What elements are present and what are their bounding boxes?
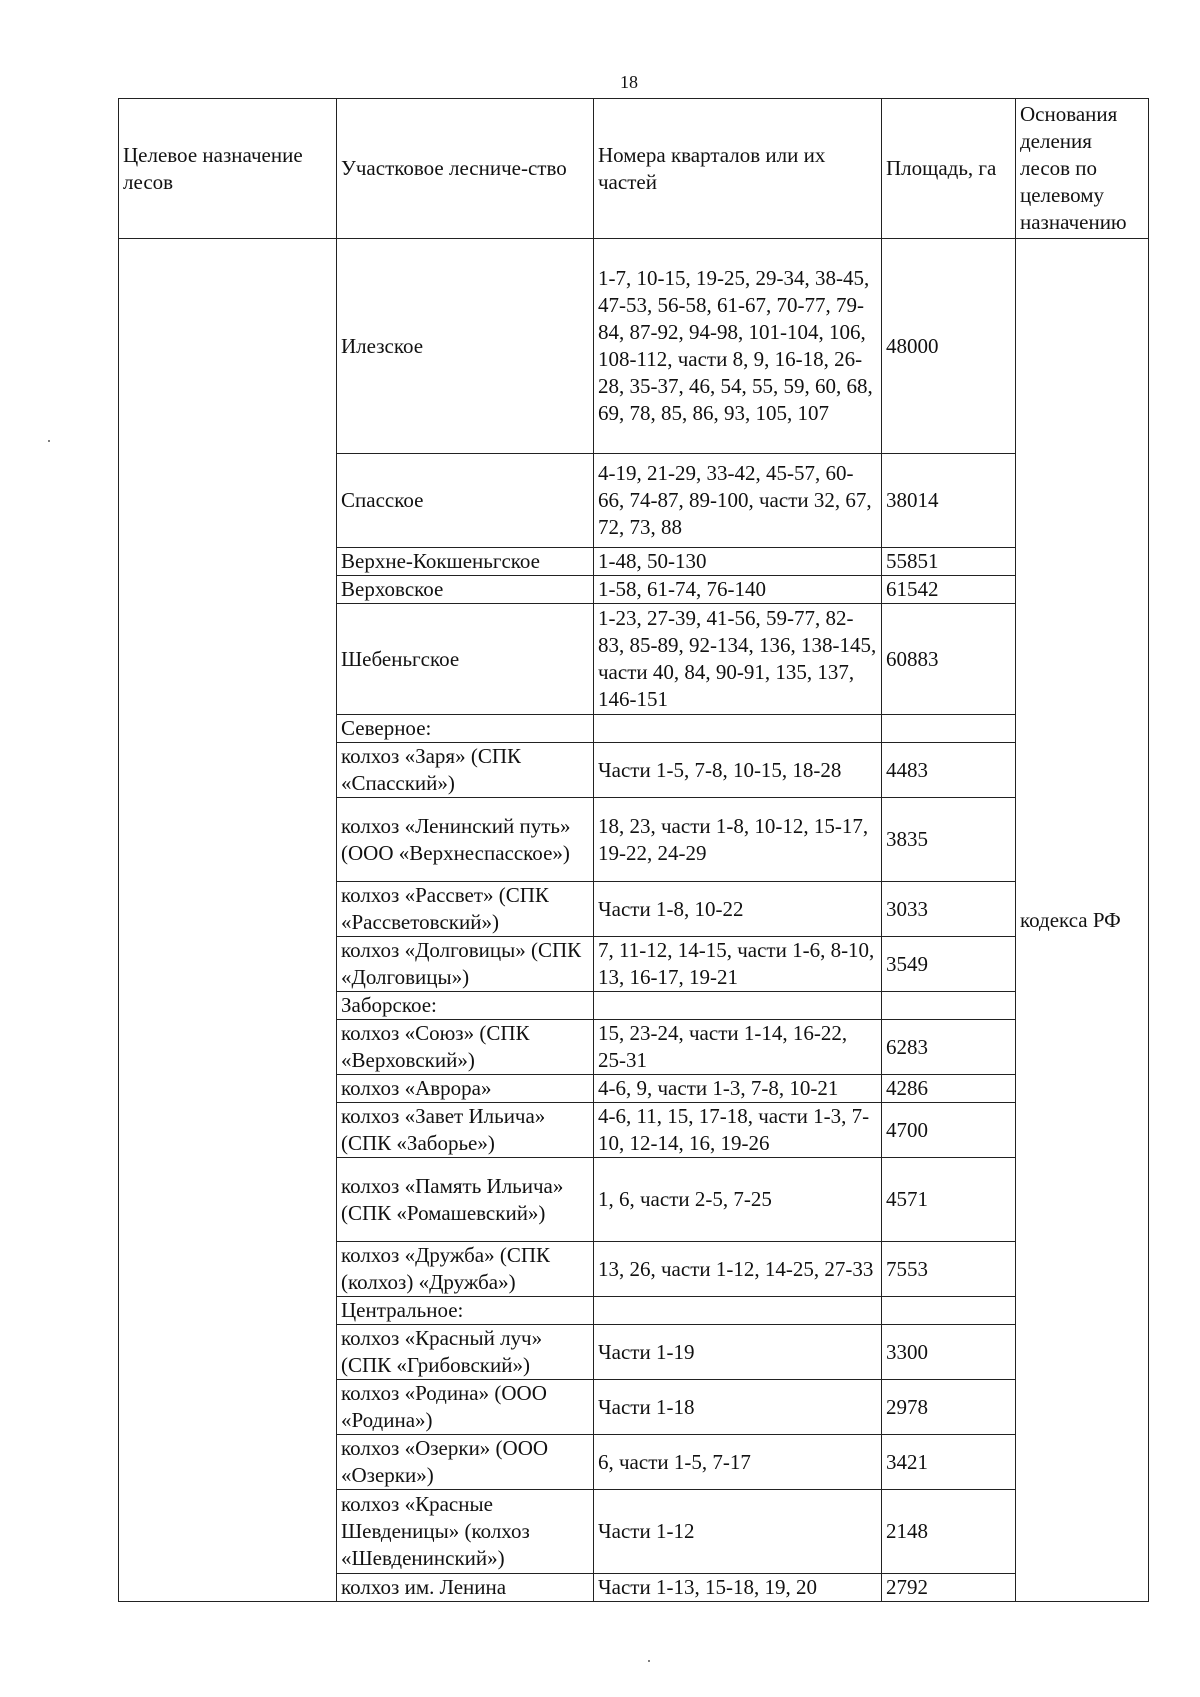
forestry-cell: Заборское: (337, 992, 594, 1020)
forestry-cell: колхоз «Озерки» (ООО «Озерки») (337, 1435, 594, 1490)
forestry-cell: Спасское (337, 454, 594, 548)
area-cell: 4700 (882, 1103, 1016, 1158)
forestry-cell: колхоз «Красный луч» (СПК «Грибовский») (337, 1325, 594, 1380)
area-cell (882, 715, 1016, 743)
forestry-cell: Верховское (337, 576, 594, 604)
quarters-cell: Части 1-19 (594, 1325, 882, 1380)
header-basis: Основания деления лесов по целевому назначению (1016, 99, 1149, 239)
area-cell: 4483 (882, 743, 1016, 798)
quarters-cell (594, 1297, 882, 1325)
area-cell: 60883 (882, 604, 1016, 715)
header-forestry: Участковое лесниче-ство (337, 99, 594, 239)
forestry-cell: колхоз «Заря» (СПК «Спасский») (337, 743, 594, 798)
area-cell: 2978 (882, 1380, 1016, 1435)
quarters-cell: Части 1-8, 10-22 (594, 882, 882, 937)
area-cell: 3421 (882, 1435, 1016, 1490)
forestry-cell: колхоз «Долговицы» (СПК «Долговицы») (337, 937, 594, 992)
quarters-cell: 4-6, 11, 15, 17-18, части 1-3, 7-10, 12-14, 16, 19-26 (594, 1103, 882, 1158)
quarters-cell: 1, 6, части 2-5, 7-25 (594, 1158, 882, 1242)
quarters-cell: 4-19, 21-29, 33-42, 45-57, 60-66, 74-87, 89-100, части 32, 67, 72, 73, 88 (594, 454, 882, 548)
forestry-cell: Шебеньгское (337, 604, 594, 715)
quarters-cell: Части 1-18 (594, 1380, 882, 1435)
area-cell (882, 1297, 1016, 1325)
header-row (119, 99, 1149, 239)
quarters-cell: 15, 23-24, части 1-14, 16-22, 25-31 (594, 1020, 882, 1075)
area-cell: 55851 (882, 548, 1016, 576)
forest-division-table (118, 98, 1149, 1602)
scan-speck (648, 1660, 650, 1662)
forestry-cell: колхоз «Родина» (ООО «Родина») (337, 1380, 594, 1435)
forestry-cell: колхоз «Ленинский путь» (ООО «Верхнеспасское») (337, 798, 594, 882)
forestry-cell: Северное: (337, 715, 594, 743)
area-cell: 48000 (882, 239, 1016, 454)
quarters-cell: 4-6, 9, части 1-3, 7-8, 10-21 (594, 1075, 882, 1103)
area-cell: 4571 (882, 1158, 1016, 1242)
area-cell: 3835 (882, 798, 1016, 882)
forestry-cell: Центральное: (337, 1297, 594, 1325)
header-area: Площадь, га (882, 99, 1016, 239)
quarters-cell: Части 1-12 (594, 1490, 882, 1574)
forestry-cell: колхоз «Союз» (СПК «Верховский») (337, 1020, 594, 1075)
quarters-cell: Части 1-5, 7-8, 10-15, 18-28 (594, 743, 882, 798)
area-cell: 2792 (882, 1574, 1016, 1602)
area-cell: 3033 (882, 882, 1016, 937)
quarters-cell: 1-58, 61-74, 76-140 (594, 576, 882, 604)
forestry-cell: колхоз им. Ленина (337, 1574, 594, 1602)
quarters-cell (594, 992, 882, 1020)
quarters-cell: 18, 23, части 1-8, 10-12, 15-17, 19-22, 24-29 (594, 798, 882, 882)
quarters-cell: 7, 11-12, 14-15, части 1-6, 8-10, 13, 16-17, 19-21 (594, 937, 882, 992)
area-cell: 4286 (882, 1075, 1016, 1103)
area-cell: 61542 (882, 576, 1016, 604)
quarters-cell (594, 715, 882, 743)
header-forest-purpose: Целевое назначение лесов (119, 99, 337, 239)
quarters-cell: 1-7, 10-15, 19-25, 29-34, 38-45, 47-53, 56-58, 61-67, 70-77, 79-84, 87-92, 94-98, 101-104, 106, 108-112, части 8, 9, 16-18, 26-28, 35-37, 46, 54, 55, 59, 60, 68, 69, 78, 85, 86, 93, 105, 107 (594, 239, 882, 454)
forestry-cell: колхоз «Красные Шевденицы» (колхоз «Шевденинский») (337, 1490, 594, 1574)
table-row (119, 239, 1149, 454)
area-cell: 3300 (882, 1325, 1016, 1380)
area-cell: 7553 (882, 1242, 1016, 1297)
forestry-cell: колхоз «Рассвет» (СПК «Рассветовский») (337, 882, 594, 937)
area-cell: 2148 (882, 1490, 1016, 1574)
basis-cell: кодекса РФ (1016, 239, 1149, 1602)
forestry-cell: колхоз «Память Ильича» (СПК «Ромашевский») (337, 1158, 594, 1242)
quarters-cell: 1-48, 50-130 (594, 548, 882, 576)
forestry-cell: колхоз «Завет Ильича» (СПК «Заборье») (337, 1103, 594, 1158)
forestry-cell: колхоз «Дружба» (СПК (колхоз) «Дружба») (337, 1242, 594, 1297)
header-quarters: Номера кварталов или их частей (594, 99, 882, 239)
scan-speck (48, 440, 50, 442)
quarters-cell: 6, части 1-5, 7-17 (594, 1435, 882, 1490)
forestry-cell: колхоз «Аврора» (337, 1075, 594, 1103)
forestry-cell: Верхне-Кокшеньгское (337, 548, 594, 576)
forestry-cell: Илезское (337, 239, 594, 454)
quarters-cell: 1-23, 27-39, 41-56, 59-77, 82-83, 85-89, 92-134, 136, 138-145, части 40, 84, 90-91, 135, 137, 146-151 (594, 604, 882, 715)
area-cell (882, 992, 1016, 1020)
area-cell: 38014 (882, 454, 1016, 548)
area-cell: 3549 (882, 937, 1016, 992)
quarters-cell: Части 1-13, 15-18, 19, 20 (594, 1574, 882, 1602)
page-number: 18 (620, 72, 638, 92)
forest-purpose-cell (119, 239, 337, 1602)
quarters-cell: 13, 26, части 1-12, 14-25, 27-33 (594, 1242, 882, 1297)
area-cell: 6283 (882, 1020, 1016, 1075)
